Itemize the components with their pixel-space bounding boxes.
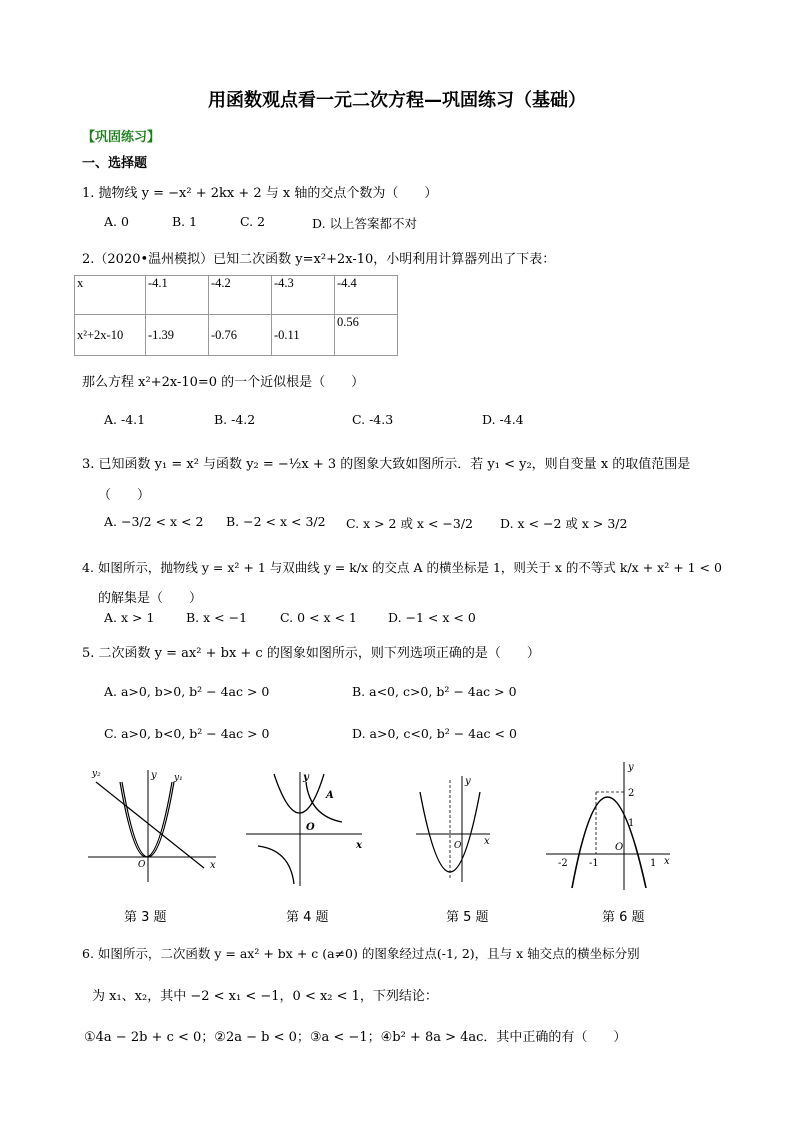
q6-text-3: ①4a − 2b + c < 0；②2a − b < 0；③a < −1；④b² + 8a > 4ac．其中正确的有（ ） bbox=[84, 1030, 627, 1045]
label-x: x bbox=[356, 840, 362, 851]
table-cell: -0.11 bbox=[272, 315, 335, 356]
tick-label-neg1: -1 bbox=[589, 858, 599, 869]
figure-q3 bbox=[82, 764, 222, 884]
question-5: 5. 二次函数 y = ax² + bx + c 的图象如图所示，则下列选项正确的是（ ） bbox=[82, 646, 540, 661]
q3-option-c: C. x > 2 或 x < −3/2 bbox=[346, 516, 473, 531]
table-cell: -0.76 bbox=[209, 315, 272, 356]
label-x: x bbox=[484, 836, 490, 847]
table-cell: -4.2 bbox=[209, 276, 272, 315]
hyperbola-branch-2 bbox=[258, 846, 294, 884]
q6-text-2: 为 x₁、x₂，其中 −2 < x₁ < −1，0 < x₂ < 1，下列结论： bbox=[92, 989, 438, 1004]
table-cell: -4.1 bbox=[146, 276, 209, 315]
question-3: 3. 已知函数 y₁ = x² 与函数 y₂ = −½x + 3 的图象大致如图所示．若 y₁ < y₂，则自变量 x 的取值范围是 bbox=[82, 457, 691, 472]
q5-option-b: B. a<0, c>0, b² − 4ac > 0 bbox=[352, 684, 517, 699]
q2-option-a: A. -4.1 bbox=[104, 412, 146, 427]
q1-option-d: D. 以上答案都不对 bbox=[312, 216, 418, 231]
page-title: 用函数观点看一元二次方程—巩固练习（基础） bbox=[208, 90, 586, 111]
q4-text-2: 的解集是（ ） bbox=[98, 591, 203, 606]
q2-option-c: C. -4.3 bbox=[352, 412, 394, 427]
table-cell: -4.3 bbox=[272, 276, 335, 315]
section-heading: 一、选择题 bbox=[82, 156, 148, 171]
caption-fig4: 第 4 题 bbox=[286, 910, 329, 925]
figure-q4 bbox=[244, 768, 368, 888]
q2-option-d: D. -4.4 bbox=[482, 412, 524, 427]
q3-option-b: B. −2 < x < 3/2 bbox=[226, 514, 326, 529]
label-origin: O bbox=[138, 860, 146, 870]
question-1: 1. 抛物线 y = −x² + 2kx + 2 与 x 轴的交点个数为（ ） bbox=[82, 186, 438, 201]
label-x: x bbox=[210, 860, 216, 871]
q5-option-d: D. a>0, c<0, b² − 4ac < 0 bbox=[352, 726, 517, 741]
q4-option-d: D. −1 < x < 0 bbox=[388, 610, 476, 625]
q2-value-table bbox=[74, 275, 398, 356]
figure-q6 bbox=[544, 758, 674, 892]
q3-paren: （ ） bbox=[98, 488, 151, 503]
table-cell: x²+2x-10 bbox=[75, 315, 146, 356]
table-cell: x bbox=[75, 276, 146, 315]
label-y: y bbox=[465, 776, 471, 787]
caption-fig6: 第 6 题 bbox=[602, 910, 645, 925]
q5-option-a: A. a>0, b>0, b² − 4ac > 0 bbox=[104, 684, 270, 699]
table-cell: -1.39 bbox=[146, 315, 209, 356]
label-x: x bbox=[664, 856, 670, 867]
parabola-y1-inner bbox=[120, 782, 172, 857]
caption-fig5: 第 5 题 bbox=[446, 910, 489, 925]
q1-option-a: A. 0 bbox=[104, 214, 129, 229]
q1-option-b: B. 1 bbox=[172, 214, 198, 229]
label-origin: O bbox=[615, 842, 624, 853]
table-cell: 0.56 bbox=[335, 315, 398, 356]
question-2: 2.（2020•温州模拟）已知二次函数 y=x²+2x-10，小明利用计算器列出了下表： bbox=[82, 252, 556, 267]
label-a: A bbox=[326, 790, 334, 801]
q4-option-a: A. x > 1 bbox=[104, 610, 155, 625]
q4-option-c: C. 0 < x < 1 bbox=[280, 610, 357, 625]
caption-fig3: 第 3 题 bbox=[124, 910, 167, 925]
parabola bbox=[572, 797, 646, 888]
q5-option-c: C. a>0, b<0, b² − 4ac > 0 bbox=[104, 726, 270, 741]
q3-option-d: D. x < −2 或 x > 3/2 bbox=[500, 516, 628, 531]
question-6: 6. 如图所示，二次函数 y = ax² + bx + c (a≠0) 的图象经过点(-1, 2)，且与 x 轴交点的横坐标分别 bbox=[82, 946, 640, 961]
tick-label-1: 1 bbox=[628, 818, 635, 829]
q2-followup: 那么方程 x²+2x-10=0 的一个近似根是（ ） bbox=[82, 375, 365, 390]
label-origin: O bbox=[454, 841, 462, 851]
q4-option-b: B. x < −1 bbox=[186, 610, 248, 625]
figure-q5 bbox=[414, 772, 494, 884]
tick-label-neg2: -2 bbox=[558, 858, 568, 869]
tick-label-2: 2 bbox=[628, 788, 635, 799]
table-cell: -4.4 bbox=[335, 276, 398, 315]
tick-label-x1: 1 bbox=[650, 858, 657, 869]
label-y: y bbox=[303, 772, 309, 783]
label-y: y bbox=[628, 762, 634, 773]
hyperbola-branch-1 bbox=[306, 782, 342, 822]
q1-option-c: C. 2 bbox=[240, 214, 266, 229]
question-4: 4. 如图所示，抛物线 y = x² + 1 与双曲线 y = k/x 的交点 A 的横坐标是 1，则关于 x 的不等式 k/x + x² + 1 < 0 bbox=[82, 560, 722, 575]
section-tag: 【巩固练习】 bbox=[82, 130, 161, 145]
q2-option-b: B. -4.2 bbox=[214, 412, 256, 427]
label-origin: O bbox=[306, 822, 315, 833]
label-y1: y₁ bbox=[174, 773, 183, 783]
q3-option-a: A. −3/2 < x < 2 bbox=[104, 514, 204, 529]
label-y2: y₂ bbox=[92, 769, 101, 779]
label-y: y bbox=[151, 770, 157, 781]
parabola bbox=[274, 774, 324, 813]
